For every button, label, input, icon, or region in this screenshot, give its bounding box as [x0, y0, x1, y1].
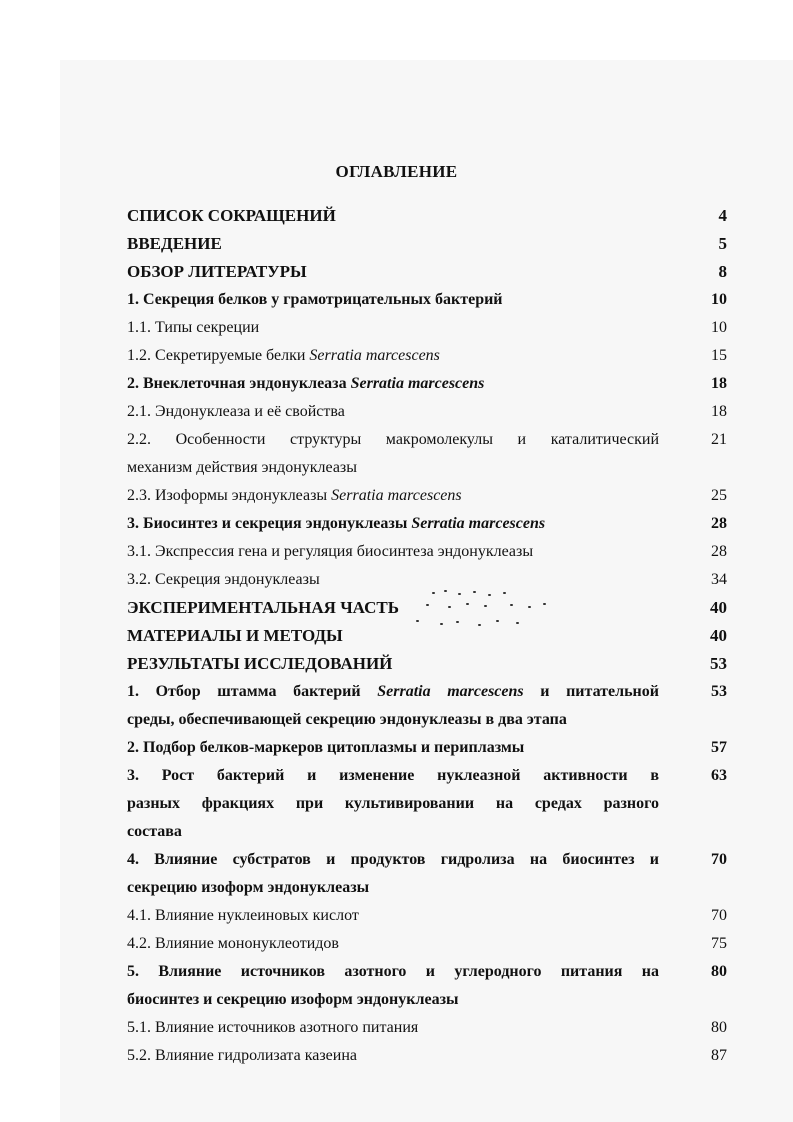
page-number: 5 — [718, 234, 727, 253]
page-number: 34 — [711, 571, 727, 588]
toc-entry-subsection: 2.2. Особенности структуры макромолекулы и каталитический механизм действия эндонуклеазы 21 — [127, 426, 737, 482]
page-number: 70 — [711, 907, 727, 924]
page-number: 4 — [718, 206, 727, 225]
toc-entry-subsection: 1.1. Типы секреции 10 — [127, 314, 737, 342]
page-number: 28 — [711, 515, 727, 532]
page-number: 21 — [711, 431, 727, 448]
toc-entry-section: 1. Отбор штамма бактерий Serratia marcescens и питательной среды, обеспечивающей секрецию эндонуклеазы в два этапа 53 — [127, 678, 737, 734]
toc-entry-subsection: 3.2. Секреция эндонуклеазы 34 — [127, 566, 737, 594]
toc-entry-subsection: 5.2. Влияние гидролизата казеина 87 — [127, 1042, 737, 1070]
toc-entry-literature-review: ОБЗОР ЛИТЕРАТУРЫ 8 — [127, 258, 737, 286]
page-number: 18 — [711, 375, 727, 392]
toc-entry-section: 5. Влияние источников азотного и углеродного питания на биосинтез и секрецию изоформ эндонуклеазы 80 — [127, 958, 737, 1014]
toc-entry-subsection: 4.2. Влияние мононуклеотидов 75 — [127, 930, 737, 958]
page-number: 80 — [711, 963, 727, 980]
page-title: ОГЛАВЛЕНИЕ — [335, 162, 458, 181]
page-number: 8 — [718, 262, 727, 281]
page-number: 53 — [711, 683, 727, 700]
toc-entry-subsection: 2.3. Изоформы эндонуклеазы Serratia marcescens 25 — [127, 482, 737, 510]
table-of-contents — [127, 202, 737, 1070]
page-number: 10 — [711, 319, 727, 336]
page-number: 70 — [711, 851, 727, 868]
scan-noise — [418, 590, 558, 630]
page-number: 63 — [711, 767, 727, 784]
page-number: 40 — [710, 626, 727, 645]
page-number: 53 — [710, 654, 727, 673]
toc-entry-subsection: 4.1. Влияние нуклеиновых кислот 70 — [127, 902, 737, 930]
toc-entry-experimental-part: ЭКСПЕРИМЕНТАЛЬНАЯ ЧАСТЬ 40 — [127, 594, 737, 622]
page-number: 80 — [711, 1019, 727, 1036]
toc-entry-section: 1. Секреция белков у грамотрицательных бактерий 10 — [127, 286, 737, 314]
page-number: 40 — [710, 598, 727, 617]
toc-entry-introduction: ВВЕДЕНИЕ 5 — [127, 230, 737, 258]
page-number: 87 — [711, 1047, 727, 1064]
page-number: 25 — [711, 487, 727, 504]
toc-entry-subsection: 2.1. Эндонуклеаза и её свойства 18 — [127, 398, 737, 426]
toc-entry-subsection: 1.2. Секретируемые белки Serratia marcescens 15 — [127, 342, 737, 370]
toc-entry-abbreviations: СПИСОК СОКРАЩЕНИЙ 4 — [127, 202, 737, 230]
toc-entry-section: 2. Подбор белков-маркеров цитоплазмы и периплазмы 57 — [127, 734, 737, 762]
toc-entry-section: 2. Внеклеточная эндонуклеаза Serratia marcescens 18 — [127, 370, 737, 398]
toc-entry-materials-methods: МАТЕРИАЛЫ И МЕТОДЫ 40 — [127, 622, 737, 650]
page-number: 10 — [711, 291, 727, 308]
toc-entry-results: РЕЗУЛЬТАТЫ ИССЛЕДОВАНИЙ 53 — [127, 650, 737, 678]
toc-entry-section: 3. Рост бактерий и изменение нуклеазной активности в разных фракциях при культивировании на средах разного состава 63 — [127, 762, 737, 846]
page-number: 75 — [711, 935, 727, 952]
page-number: 15 — [711, 347, 727, 364]
page-number: 18 — [711, 403, 727, 420]
page-number: 28 — [711, 543, 727, 560]
toc-entry-subsection: 5.1. Влияние источников азотного питания 80 — [127, 1014, 737, 1042]
toc-entry-subsection: 3.1. Экспрессия гена и регуляция биосинтеза эндонуклеазы 28 — [127, 538, 737, 566]
page-number: 57 — [711, 739, 727, 756]
toc-entry-section: 4. Влияние субстратов и продуктов гидролиза на биосинтез и секрецию изоформ эндонуклеазы 70 — [127, 846, 737, 902]
toc-entry-section: 3. Биосинтез и секреция эндонуклеазы Serratia marcescens 28 — [127, 510, 737, 538]
